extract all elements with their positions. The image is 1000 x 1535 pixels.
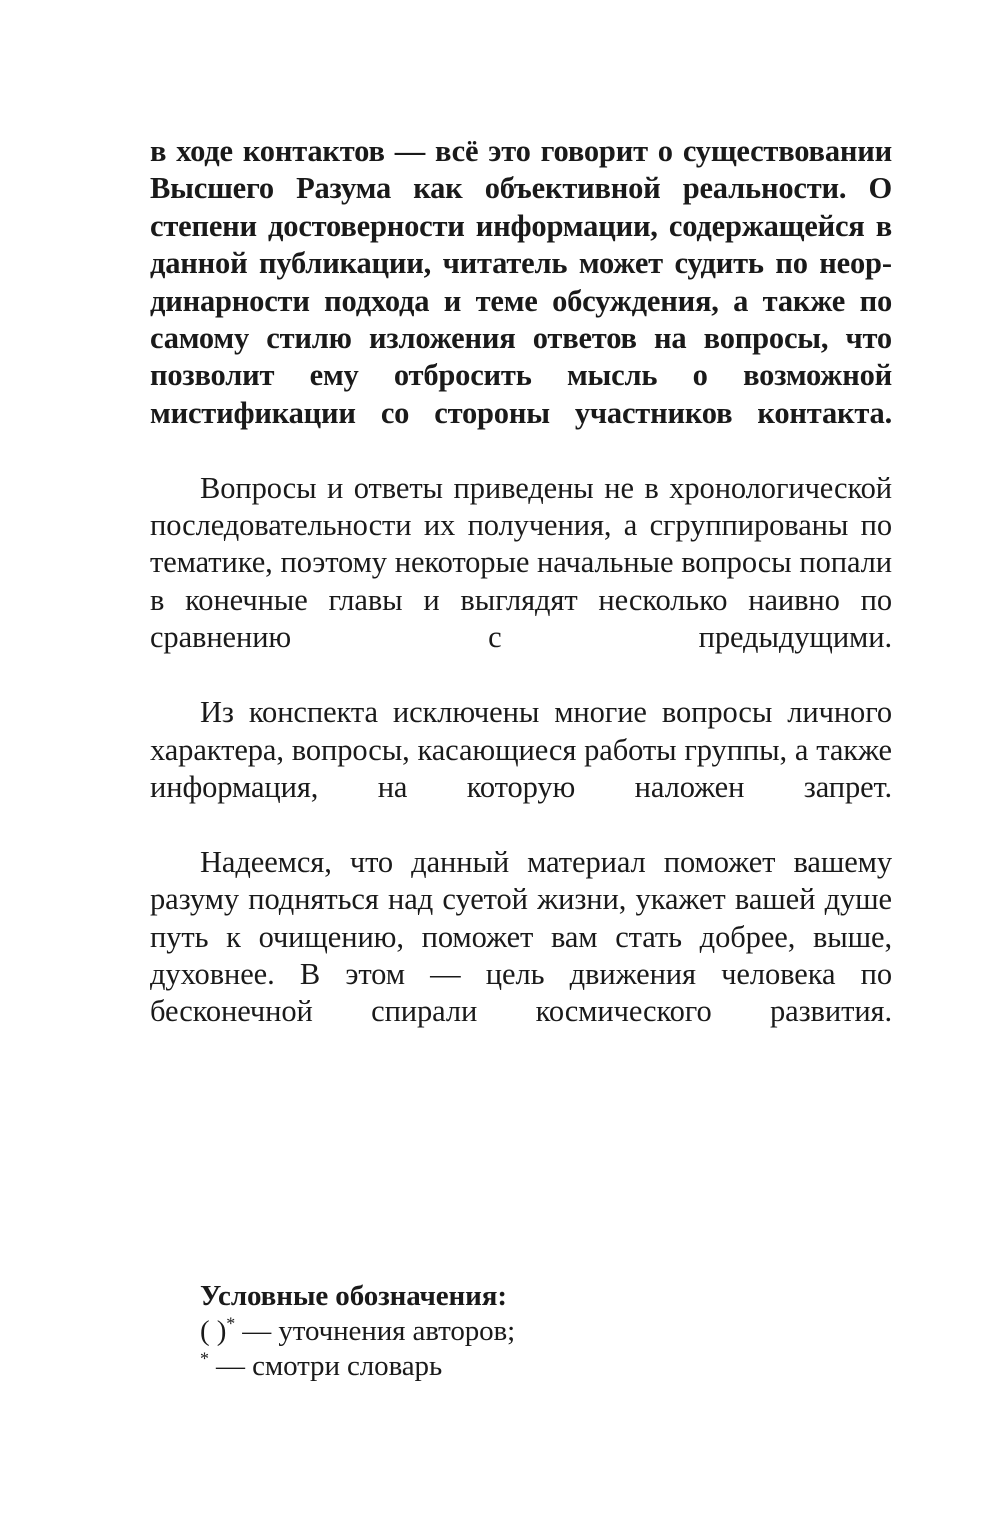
legend-entry-glossary	[200, 1349, 760, 1384]
body-paragraph-3: Надеемся, что данный материал поможет вашему разуму подняться над суетой жизни, укажет вашей душе путь к очищению, поможет вам стать добрее, выше, духовнее. В этом — цель движения человека по бесконечной спирали космического развития.	[150, 844, 892, 1029]
legend-asterisk-icon: *	[226, 1313, 236, 1334]
legend-description-glossary: — смотри словарь	[208, 1350, 443, 1382]
legend-entry-authors-note	[200, 1314, 760, 1349]
body-paragraph-2: Из конспекта исключены многие вопросы личного характера, вопросы, касающиеся работы группы, а также информация, на которую наложен запрет.	[150, 695, 892, 804]
legend-asterisk-icon-2: *	[200, 1348, 209, 1369]
lead-paragraph: в ходе контактов — всё это говорит о существовании Высшего Разума как объективной реальности. О степени достоверности информации, содержащейся в данной публикации, читатель может судить по неординарности подхода и теме обсуждения, а также по самому стилю изложения ответов на вопросы, что позволит ему отбросить мысль о возможной мистификации со стороны участников контакта.	[150, 134, 892, 430]
body-paragraph-1: Вопросы и ответы приведены не в хронологической последовательности их получения, а сгруппированы по тематике, поэтому некоторые начальные вопросы попали в конечные главы и выглядят несколько наивно по сравнению с предыдущими.	[150, 470, 892, 655]
main-text-column	[150, 133, 892, 1068]
legend-symbol-parentheses: ( )	[200, 1315, 227, 1347]
legend-description-authors-note: — уточнения авторов;	[235, 1315, 516, 1347]
legend-title: Условные обозначения:	[200, 1280, 507, 1312]
legend-block	[200, 1278, 760, 1384]
